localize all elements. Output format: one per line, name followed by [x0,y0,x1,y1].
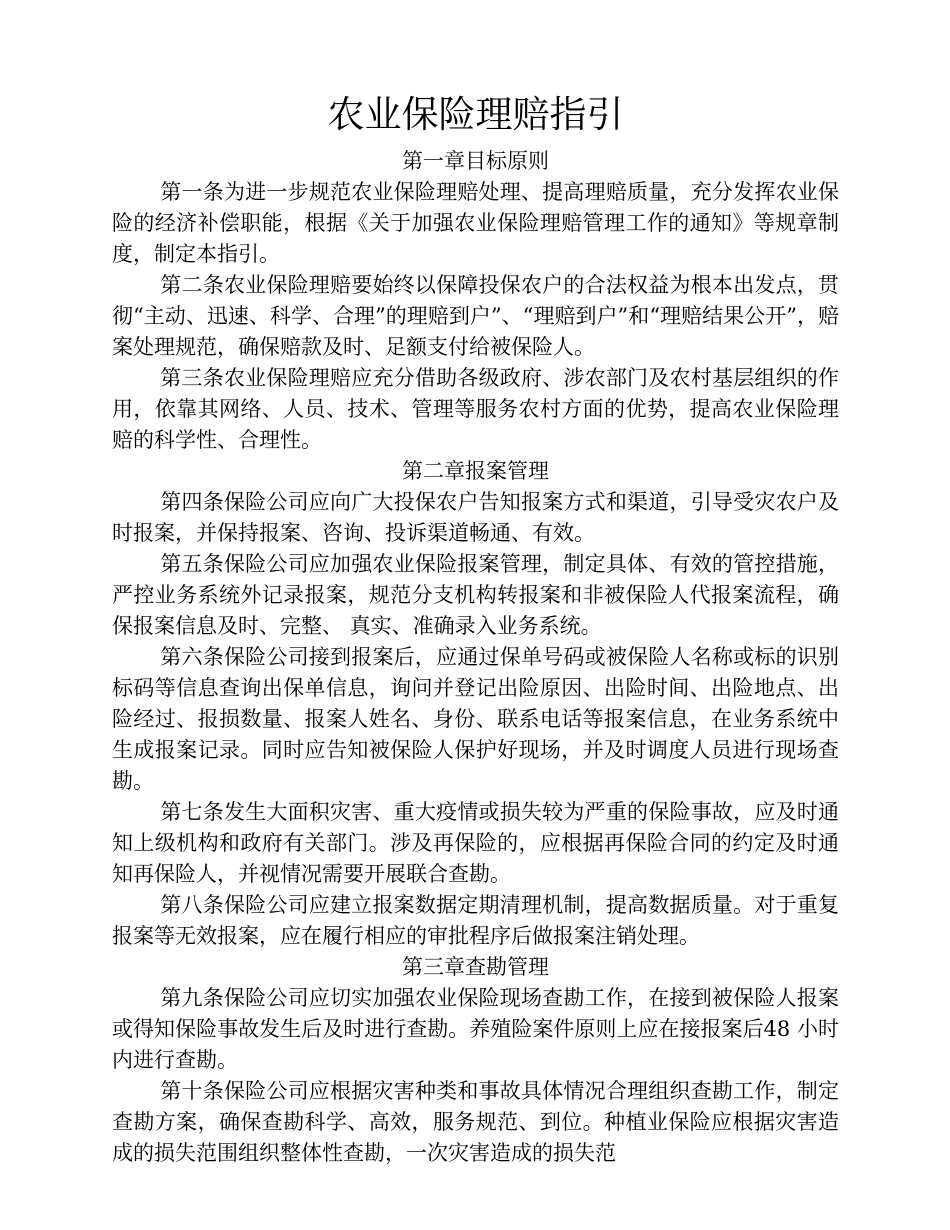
document-title: 农业保险理赔指引 [327,93,624,136]
chapter-heading: 第一章目标原则 [402,149,549,173]
article-paragraph: 第九条保险公司应切实加强农业保险现场查勘工作，在接到被保险人报案或得知保险事故发生后及时进行查勘。养殖险案件原则上应在接报案后48 小时内进行查勘。 [112,986,839,1072]
article-paragraph: 第八条保险公司应建立报案数据定期清理机制，提高数据质量。对于重复报案等无效报案，应在履行相应的审批程序后做报案注销处理。 [112,893,839,948]
chapter-2 [112,456,839,952]
article-paragraph: 第四条保险公司应向广大投保农户告知报案方式和渠道，引导受灾农户及时报案，并保持报案、咨询、投诉渠道畅通、有效。 [112,490,839,545]
document-page [112,90,839,1169]
article-paragraph: 第三条农业保险理赔应充分借助各级政府、涉农部门及农村基层组织的作用，依靠其网络、人员、技术、管理等服务农村方面的优势，提高农业保险理赔的科学性、合理性。 [112,366,839,452]
article-paragraph: 第十条保险公司应根据灾害种类和事故具体情况合理组织查勘工作，制定查勘方案，确保查勘科学、高效，服务规范、到位。种植业保险应根据灾害造成的损失范围组织整体性查勘，一次灾害造成的损失范 [112,1079,839,1165]
article-paragraph: 第六条保险公司接到报案后，应通过保单号码或被保险人名称或标的识别标码等信息查询出保单信息，询问并登记出险原因、出险时间、出险地点、出险经过、报损数量、报案人姓名、身份、联系电话等报案信息，在业务系统中生成报案记录。同时应告知被保险人保护好现场，并及时调度人员进行现场查勘。 [112,645,839,793]
article-paragraph: 第二条农业保险理赔要始终以保障投保农户的合法权益为根本出发点，贯彻“主动、迅速、科学、合理”的理赔到户”、“理赔到户”和“理赔结果公开”，赔案处理规范，确保赔款及时、足额支付给被保险人。 [112,273,839,359]
chapter-heading: 第二章报案管理 [402,459,549,483]
chapter-heading: 第三章查勘管理 [402,955,549,979]
article-paragraph: 第五条保险公司应加强农业保险报案管理，制定具体、有效的管控措施，严控业务系统外记录报案，规范分支机构转报案和非被保险人代报案流程，确保报案信息及时、完整、 真实、准确录入业务系统。 [112,552,839,638]
chapter-3 [112,952,839,1169]
chapter-1 [112,146,839,456]
article-paragraph: 第一条为进一步规范农业保险理赔处理、提高理赔质量，充分发挥农业保险的经济补偿职能，根据《关于加强农业保险理赔管理工作的通知》等规章制度，制定本指引。 [112,180,839,266]
article-paragraph: 第七条发生大面积灾害、重大疫情或损失较为严重的保险事故，应及时通知上级机构和政府有关部门。涉及再保险的，应根据再保险合同的约定及时通知再保险人，并视情况需要开展联合查勘。 [112,800,839,886]
